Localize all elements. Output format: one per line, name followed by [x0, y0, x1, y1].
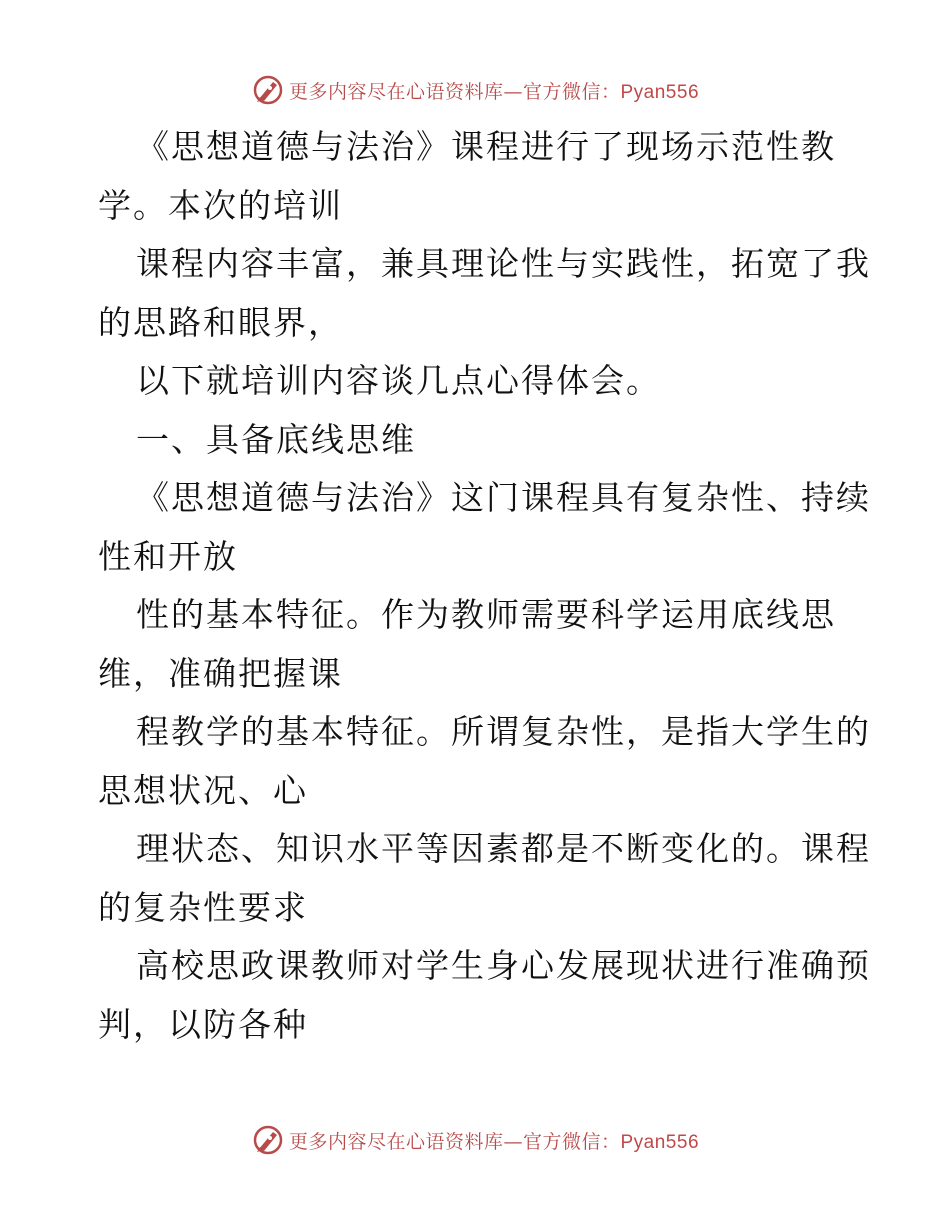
text-line: 以下就培训内容谈几点心得体会。: [136, 361, 661, 400]
body-text: [98, 118, 871, 1054]
pen-nib-logo-icon: [251, 73, 285, 107]
text-line: 的思路和眼界，: [98, 302, 343, 342]
text-line: 《思想道德与法治》这门课程具有复杂性、持续: [136, 478, 871, 517]
text-line: 高校思政课教师对学生身心发展现状进行准确预: [136, 946, 871, 985]
text-line: 维，准确把握课: [98, 653, 343, 693]
text-line: 《思想道德与法治》课程进行了现场示范性教: [136, 127, 836, 166]
text-line: 课程内容丰富，兼具理论性与实践性，拓宽了我: [136, 244, 871, 283]
text-line: 一、具备底线思维: [136, 419, 416, 459]
watermark-text: 更多内容尽在心语资料库—官方微信：Pyan556: [288, 80, 700, 103]
text-line: 程教学的基本特征。所谓复杂性，是指大学生的: [136, 712, 871, 751]
text-line: 思想状况、心: [98, 770, 308, 810]
text-line: 的复杂性要求: [98, 887, 308, 927]
text-line: 判，以防各种: [98, 1004, 308, 1044]
pen-nib-logo-icon: [251, 1123, 285, 1157]
text-line: 理状态、知识水平等因素都是不断变化的。课程: [136, 829, 871, 868]
footer-watermark: [0, 1120, 950, 1160]
text-line: 性的基本特征。作为教师需要科学运用底线思: [136, 595, 836, 634]
header-watermark: [0, 70, 950, 110]
text-line: 性和开放: [98, 536, 238, 576]
watermark-text: 更多内容尽在心语资料库—官方微信：Pyan556: [288, 1130, 700, 1153]
text-line: 学。本次的培训: [98, 185, 343, 225]
